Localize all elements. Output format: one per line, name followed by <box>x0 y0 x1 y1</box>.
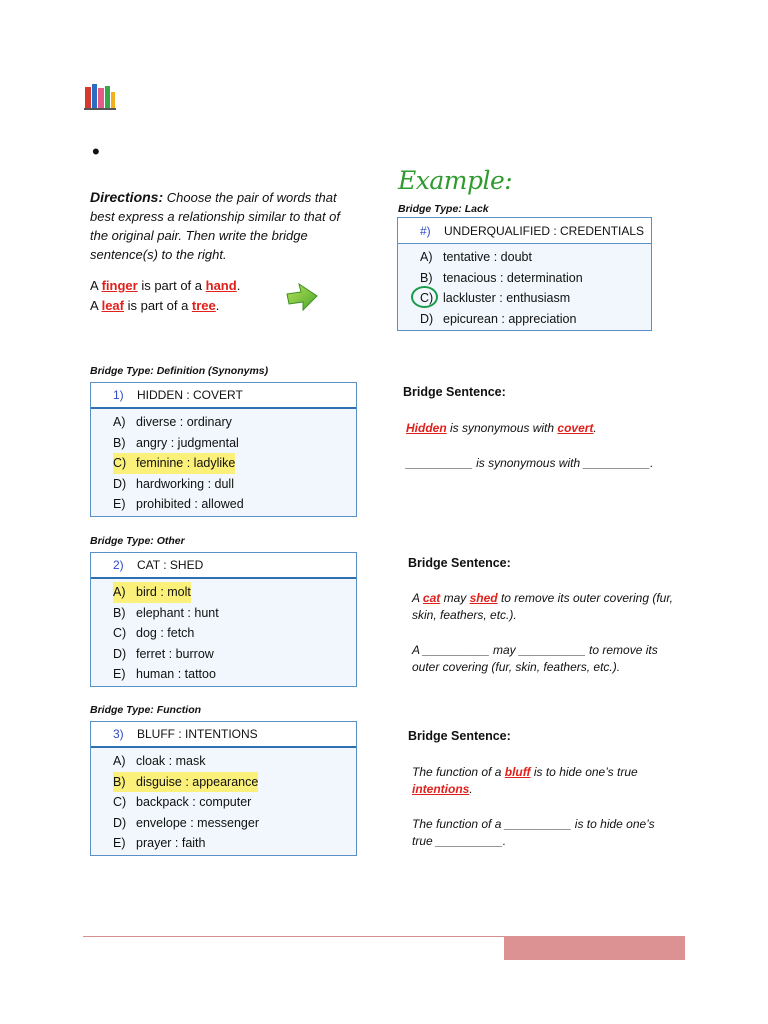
option-letter: D) <box>113 476 127 491</box>
option-c[interactable] <box>91 453 356 474</box>
option-text: cloak : mask <box>136 754 206 768</box>
analogy-keyword: tree <box>191 298 216 313</box>
option-text: feminine : ladylike <box>132 453 235 474</box>
q1-box <box>90 382 357 517</box>
option-b[interactable] <box>91 603 356 624</box>
example-question-header <box>398 218 651 244</box>
answer-circle-mark <box>411 286 438 308</box>
option-letter: E) <box>113 497 126 511</box>
question-number: #) <box>420 223 431 238</box>
option-text: tentative : doubt <box>443 250 532 264</box>
footer-bar <box>504 936 685 960</box>
option-letter: C) <box>113 626 127 640</box>
q2-header <box>91 553 356 579</box>
analogy-text: is part of a <box>123 298 192 313</box>
option-text: lackluster : enthusiasm <box>443 291 571 305</box>
q3-bridge-type: Bridge Type: Function <box>90 704 202 716</box>
analogy-keyword: leaf <box>101 298 124 313</box>
option-text: prohibited : allowed <box>136 497 244 511</box>
sentence-text: is synonymous with <box>446 421 558 435</box>
option-text: dog : fetch <box>136 626 195 640</box>
directions-label: Directions: <box>90 189 164 205</box>
analogy-line-1 <box>90 276 240 296</box>
books-logo-icon <box>84 84 116 110</box>
q3-header <box>91 722 356 748</box>
q1-options <box>91 409 356 516</box>
option-a[interactable] <box>91 582 356 603</box>
option-letter: B) <box>113 435 126 450</box>
directions <box>90 188 360 264</box>
option-text: hardworking : dull <box>136 476 234 491</box>
question-pair: CAT : SHED <box>137 558 204 572</box>
sentence-keyword: intentions <box>412 782 470 796</box>
question-number: 2) <box>113 558 124 572</box>
option-text: human : tattoo <box>136 667 216 681</box>
option-text: backpack : computer <box>136 795 252 809</box>
question-pair: BLUFF : INTENTIONS <box>137 727 258 741</box>
analogy-example <box>90 276 240 316</box>
option-text: envelope : messenger <box>136 815 259 830</box>
sentence-text: The function of a <box>412 765 505 779</box>
option-a[interactable] <box>91 751 356 772</box>
option-text: ferret : burrow <box>136 646 214 661</box>
bullet: • <box>92 139 100 164</box>
analogy-line-2 <box>90 296 240 316</box>
option-letter: A) <box>420 250 433 264</box>
q1-bridge-sentence <box>406 420 676 437</box>
option-letter: A) <box>113 582 136 603</box>
q3-box <box>90 721 357 856</box>
analogy-text: . <box>215 298 220 313</box>
option-b[interactable] <box>398 268 651 289</box>
question-number: 3) <box>113 727 124 741</box>
example-question-box <box>397 217 652 331</box>
question-number: 1) <box>113 388 124 402</box>
sentence-text: A <box>412 591 423 605</box>
option-a[interactable] <box>91 412 356 433</box>
option-text: tenacious : determination <box>443 270 583 285</box>
example-heading: Example: <box>398 166 513 195</box>
option-c[interactable] <box>91 623 356 644</box>
option-text: elephant : hunt <box>136 605 219 620</box>
footer-divider <box>83 936 507 937</box>
option-text: epicurean : appreciation <box>443 311 577 326</box>
directions-text: Choose the pair of words that best express a relationship similar to that of the original pair. Then write the bridge sentence(s) to the right. <box>90 190 341 262</box>
q3-blank-sentence[interactable]: The function of a __________ is to hide one’s true __________. <box>412 817 655 848</box>
option-letter: A) <box>113 415 126 429</box>
sentence-text: to remove its outer covering (fur, skin, feathers, etc.). <box>412 591 674 622</box>
option-e[interactable] <box>91 664 356 685</box>
option-letter: C) <box>420 291 434 305</box>
q3-bridge-sentence <box>412 764 670 798</box>
sentence-text: is to hide one’s true <box>530 765 638 779</box>
option-c[interactable] <box>91 792 356 813</box>
analogy-keyword: hand <box>205 278 237 293</box>
option-text: angry : judgmental <box>136 435 239 450</box>
sentence-keyword: shed <box>469 591 498 605</box>
q3-bridge-sentence-title: Bridge Sentence: <box>408 729 511 743</box>
example-options <box>398 244 651 330</box>
q1-bridge-sentence-title: Bridge Sentence: <box>403 385 506 399</box>
option-letter: D) <box>420 311 434 326</box>
q2-bridge-type: Bridge Type: Other <box>90 535 185 547</box>
option-letter: B) <box>113 772 136 793</box>
q2-options <box>91 579 356 686</box>
green-arrow-icon <box>284 281 320 313</box>
q1-header <box>91 383 356 409</box>
option-letter: D) <box>113 815 127 830</box>
option-letter: A) <box>113 754 126 768</box>
option-letter: C) <box>113 453 136 474</box>
q2-blank-sentence[interactable]: A __________ may __________ to remove its outer covering (fur, skin, feathers, etc.). <box>412 643 658 674</box>
option-d[interactable] <box>398 309 651 330</box>
q2-bridge-sentence <box>412 590 674 624</box>
option-letter: E) <box>113 667 126 681</box>
option-a[interactable] <box>398 247 651 268</box>
analogy-text: is part of a <box>137 278 206 293</box>
option-d[interactable] <box>91 474 356 495</box>
option-letter: E) <box>113 836 126 850</box>
option-letter: B) <box>420 270 433 285</box>
example-bridge-type: Bridge Type: Lack <box>398 203 489 215</box>
sentence-keyword: Hidden <box>406 421 447 435</box>
question-pair: UNDERQUALIFIED : CREDENTIALS <box>444 223 645 238</box>
option-letter: B) <box>113 605 126 620</box>
option-text: disguise : appearance <box>132 772 258 793</box>
question-pair: HIDDEN : COVERT <box>137 388 243 402</box>
analogy-text: A <box>90 298 102 313</box>
sentence-text: . <box>593 421 597 435</box>
sentence-keyword: bluff <box>504 765 531 779</box>
q1-bridge-type: Bridge Type: Definition (Synonyms) <box>90 365 269 377</box>
analogy-keyword: finger <box>101 278 138 293</box>
option-b[interactable] <box>91 772 356 793</box>
option-e[interactable] <box>91 833 356 854</box>
sentence-keyword: cat <box>422 591 441 605</box>
option-letter: D) <box>113 646 127 661</box>
analogy-text: A <box>90 278 102 293</box>
option-e[interactable] <box>91 494 356 515</box>
option-d[interactable] <box>91 813 356 834</box>
analogy-text: . <box>236 278 241 293</box>
q2-box <box>90 552 357 687</box>
option-text: diverse : ordinary <box>136 415 232 429</box>
sentence-text: may <box>440 591 470 605</box>
option-text: prayer : faith <box>136 836 206 850</box>
option-b[interactable] <box>91 433 356 454</box>
option-letter: C) <box>113 795 127 809</box>
sentence-keyword: covert <box>557 421 594 435</box>
q2-bridge-sentence-title: Bridge Sentence: <box>408 556 511 570</box>
option-text: bird : molt <box>132 582 191 603</box>
q3-options <box>91 748 356 855</box>
sentence-text: . <box>469 782 473 796</box>
option-d[interactable] <box>91 644 356 665</box>
q1-blank-sentence[interactable]: __________ is synonymous with __________. <box>406 456 654 470</box>
